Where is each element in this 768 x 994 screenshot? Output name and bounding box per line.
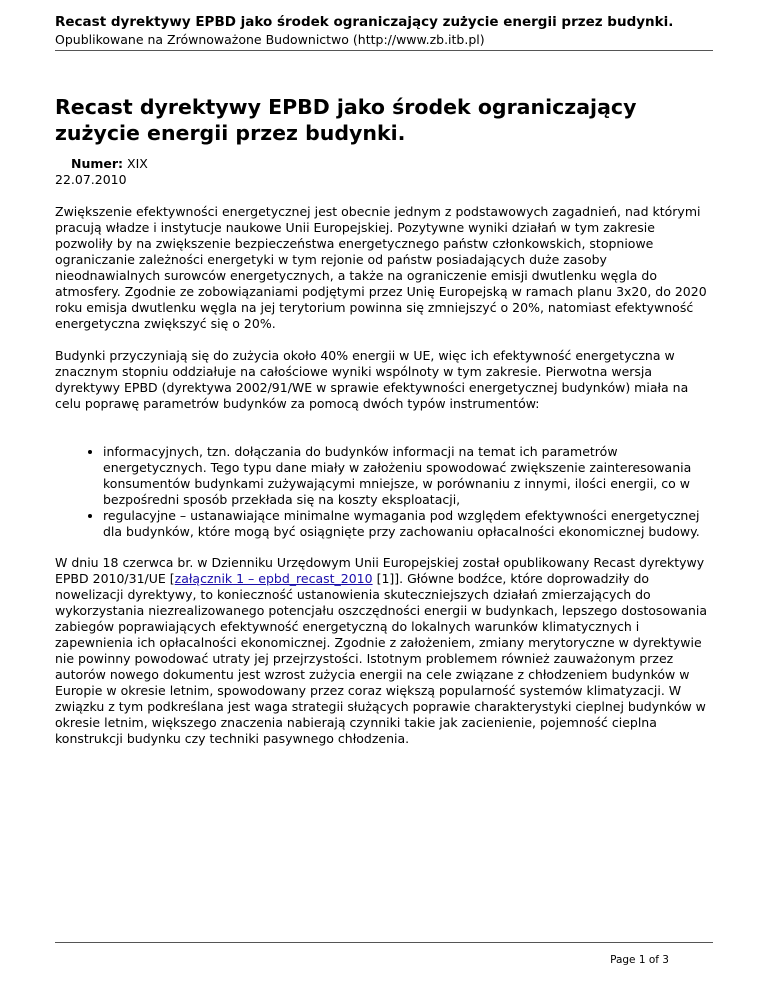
page-header — [55, 13, 713, 48]
paragraph-intro: Zwiększenie efektywności energetycznej jest obecnie jednym z podstawowych zagadnień, nad którymi pracują władze i instytucje naukowe Unii Europejskiej. Pozytywne wyniki działań w tym zakresie pozwoliły by na zwiększenie bezpieczeństwa energetycznego państw członkowskich, stopniowe ograniczanie zależności energetyki w tym rejonie od państw posiadających duże zasoby nieodnawialnych surowców energetycznych, a także na ograniczenie emisji dwutlenku węgla do atmosfery. Zgodnie ze zobowiązaniami podjętymi przez Unię Europejską w ramach planu 3x20, do 2020 roku emisja dwutlenku węgla na jej terytorium powinna się zmniejszyć o 20%, natomiast efektywność energetyczna zwiększyć się o 20%. — [55, 204, 707, 331]
attachment-link[interactable]: załącznik 1 – epbd_recast_2010 — [174, 571, 373, 586]
issue-number-value: XIX — [127, 156, 148, 171]
publication-date: 22.07.2010 — [55, 172, 127, 187]
header-divider — [55, 50, 713, 51]
issue-number-label: Numer: — [71, 156, 124, 171]
article-title: Recast dyrektywy EPBD jako środek ograniczający zużycie energii przez budynki. — [55, 95, 637, 145]
header-source: Opublikowane na Zrównoważone Budownictwo (http://www.zb.itb.pl) — [55, 32, 485, 47]
footer-divider — [55, 942, 713, 943]
list-item: • regulacyjne – ustanawiające minimalne wymagania pod względem efektywności energetycznej dla budynków, które mogą być osiągnięte przy zachowaniu opłacalności ekonomicznej budowy. — [103, 508, 713, 540]
paragraph-recast — [55, 555, 713, 747]
paragraph-recast-text-end: [1]]. Główne bodźce, które doprowadziły do nowelizacji dyrektywy, to konieczność ustanowienia skuteczniejszych działań zmierzających do wykorzystania niezrealizowanego potencjału oszczędności energii w budynkach, lepszego dostosowania zabiegów poprawiających efektywność energetyczną do lokalnych warunków klimatycznych i zapewnienia ich opłacalności ekonomicznej. Zgodnie z założeniem, zmiany merytoryczne w dyrektywie nie powinny powodować utraty jej przejrzystości. Istotnym problemem również zauważonym przez autorów nowego dokumentu jest wzrost zużycia energii na cele związane z chłodzeniem budynków w Europie w okresie letnim, spowodowany przez coraz większą popularność systemów klimatyzacji. W związku z tym podkreślana jest waga strategii służących poprawie charakterystyki cieplnej budynków w okresie letnim, większego znaczenia nabierają czynniki takie jak zacienienie, pojemność cieplna konstrukcji budynku czy techniki pasywnego chłodzenia. — [55, 571, 708, 746]
paragraph-recast-text-start: W dniu 18 czerwca br. w Dzienniku Urzędowym Unii Europejskiej został opublikowany Recast dyrektywy EPBD 2010/31/UE [ — [55, 555, 705, 586]
issue-number — [55, 156, 713, 172]
paragraph-buildings: Budynki przyczyniają się do zużycia około 40% energii w UE, więc ich efektywność energetyczna w znacznym stopniu oddziałuje na całościowe wyniki wspólnoty w tym zakresie. Pierwotna wersja dyrektywy EPBD (dyrektywa 2002/91/WE w sprawie efektywności energetycznej budynków) miała na celu poprawę parametrów budynków za pomocą dwóch typów instrumentów: — [55, 348, 689, 411]
header-title: Recast dyrektywy EPBD jako środek ograniczający zużycie energii przez budynki. — [55, 14, 674, 30]
instrument-list — [55, 444, 713, 540]
article-meta — [55, 156, 713, 188]
page-number: Page 1 of 3 — [610, 954, 669, 966]
list-item: • informacyjnych, tzn. dołączania do budynków informacji na temat ich parametrów energetycznych. Tego typu dane miały w założeniu spowodować zwiększenie zainteresowania konsumentów budynkami zużywającymi mniejsze, w porównaniu z innymi, ilości energii, co w bezpośredni sposób przekłada się na koszty eksploatacji, — [103, 444, 713, 508]
article — [55, 94, 713, 747]
